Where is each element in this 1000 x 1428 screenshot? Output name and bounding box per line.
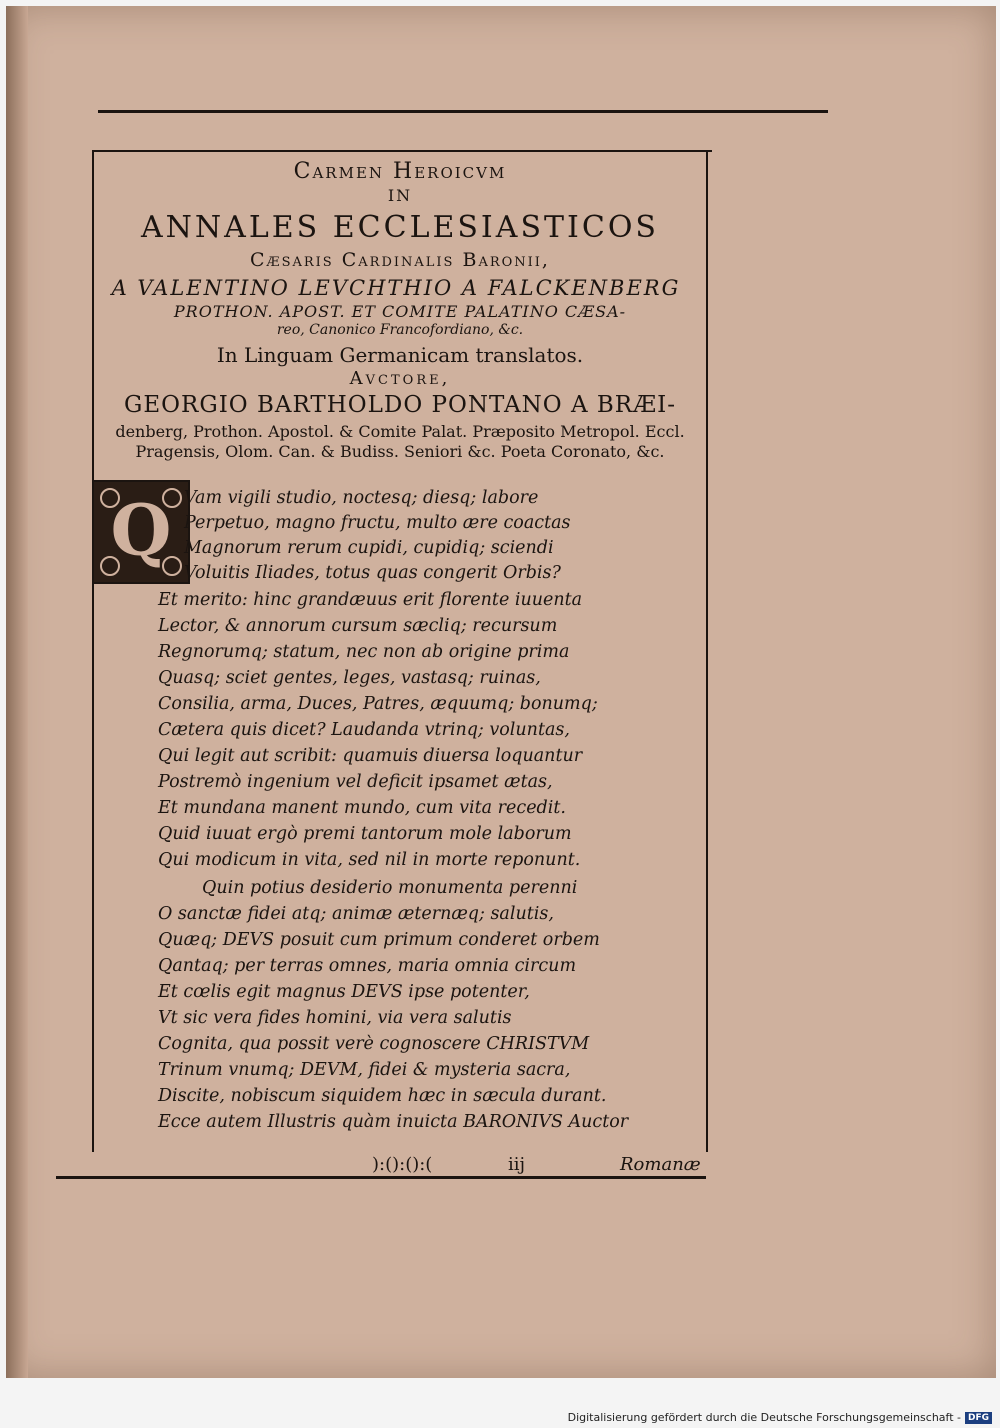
- title-line-5: A VALENTINO LEVCHTHIO A FALCKENBERG: [111, 276, 681, 301]
- verse-line: Ecce autem Illustris quàm inuicta BARONIVS Auctor: [158, 1112, 629, 1132]
- bottom-rule: [56, 1176, 706, 1179]
- title-line-11: denberg, Prothon. Apostol. & Comite Palat. Præposito Metropol. Eccl.: [115, 421, 685, 441]
- notice-text: Digitalisierung gefördert durch die Deutsche Forschungsgemeinschaft -: [567, 1411, 961, 1424]
- page-binding-edge: [6, 6, 28, 1378]
- verse-line: Voluitis Iliades, totus quas congerit Orbis?: [184, 563, 561, 583]
- verse-line: Et mundana manent mundo, cum vita recedit.: [158, 798, 566, 818]
- verse-line: Vam vigili studio, noctesq; diesq; labore: [184, 488, 539, 508]
- verse-line: Lector, & annorum cursum sæcliq; recursum: [158, 616, 558, 636]
- digitization-notice: [568, 1411, 992, 1424]
- verse-line: Regnorumq; statum, nec non ab origine prima: [158, 642, 570, 662]
- verse-line: Qui legit aut scribit: quamuis diuersa loquantur: [158, 746, 583, 766]
- title-line-9: Avctore,: [349, 367, 451, 389]
- verse-line: Perpetuo, magno fructu, multo ære coactas: [184, 513, 571, 533]
- verse-line: Qantaq; per terras omnes, maria omnia circum: [158, 956, 577, 976]
- top-rule-outer: [98, 110, 828, 113]
- verse-line: Consilia, arma, Duces, Patres, æquumq; bonumq;: [158, 694, 598, 714]
- verse-line: Et merito: hinc grandæuus erit florente iuuenta: [158, 590, 583, 610]
- verse-line: Magnorum rerum cupidi, cupidiq; sciendi: [184, 538, 554, 558]
- verse-line: Et cœlis egit magnus DEVS ipse potenter,: [158, 982, 530, 1002]
- title-line-7: reo, Canonico Francofordiano, &c.: [276, 321, 524, 338]
- decorated-initial: [92, 480, 190, 584]
- title-line-4: Cæsaris Cardinalis Baronii,: [250, 249, 550, 272]
- catchword: Romanæ: [620, 1154, 701, 1175]
- title-line-10: GEORGIO BARTHOLDO PONTANO A BRÆI-: [124, 392, 676, 419]
- verse-line: Qui modicum in vita, sed nil in morte reponunt.: [158, 850, 581, 870]
- initial-letter: Q: [110, 489, 172, 572]
- title-line-6: PROTHON. APOST. ET COMITE PALATINO CÆSA-: [173, 301, 627, 321]
- verse-line: Cognita, qua possit verè cognoscere CHRISTVM: [158, 1034, 590, 1054]
- verse-line: Quid iuuat ergò premi tantorum mole laborum: [158, 824, 572, 844]
- verse-line: Discite, nobiscum siquidem hæc in sæcula durant.: [158, 1086, 607, 1106]
- verse-line: Vt sic vera fides homini, via vera salutis: [158, 1008, 512, 1028]
- verse-line: Quin potius desiderio monumenta perenni: [202, 878, 578, 898]
- verse-line: Trinum vnumq; DEVM, fidei & mysteria sacra,: [158, 1060, 571, 1080]
- title-line-1: Carmen Heroicvm: [293, 159, 507, 184]
- page-number: iij: [508, 1154, 526, 1175]
- title-block: [92, 160, 708, 461]
- verse-line: Quasq; sciet gentes, leges, vastasq; ruinas,: [158, 668, 541, 688]
- signature-mark: ):():():(: [372, 1154, 433, 1175]
- verse-line: Quæq; DEVS posuit cum primum conderet orbem: [158, 930, 600, 950]
- title-line-2: IN: [387, 185, 413, 205]
- dfg-logo-icon: DFG: [965, 1412, 992, 1424]
- title-line-12: Pragensis, Olom. Can. & Budiss. Seniori &c. Poeta Coronato, &c.: [135, 441, 665, 461]
- title-line-3: ANNALES ECCLESIASTICOS: [141, 209, 659, 245]
- title-line-8: In Linguam Germanicam translatos.: [216, 343, 584, 368]
- verse-line: Postremò ingenium vel deficit ipsamet ætas,: [158, 772, 553, 792]
- verse-line: O sanctæ fidei atq; animæ æternæq; salutis,: [158, 904, 554, 924]
- verse-line: Cætera quis dicet? Laudanda vtrinq; voluntas,: [158, 720, 570, 740]
